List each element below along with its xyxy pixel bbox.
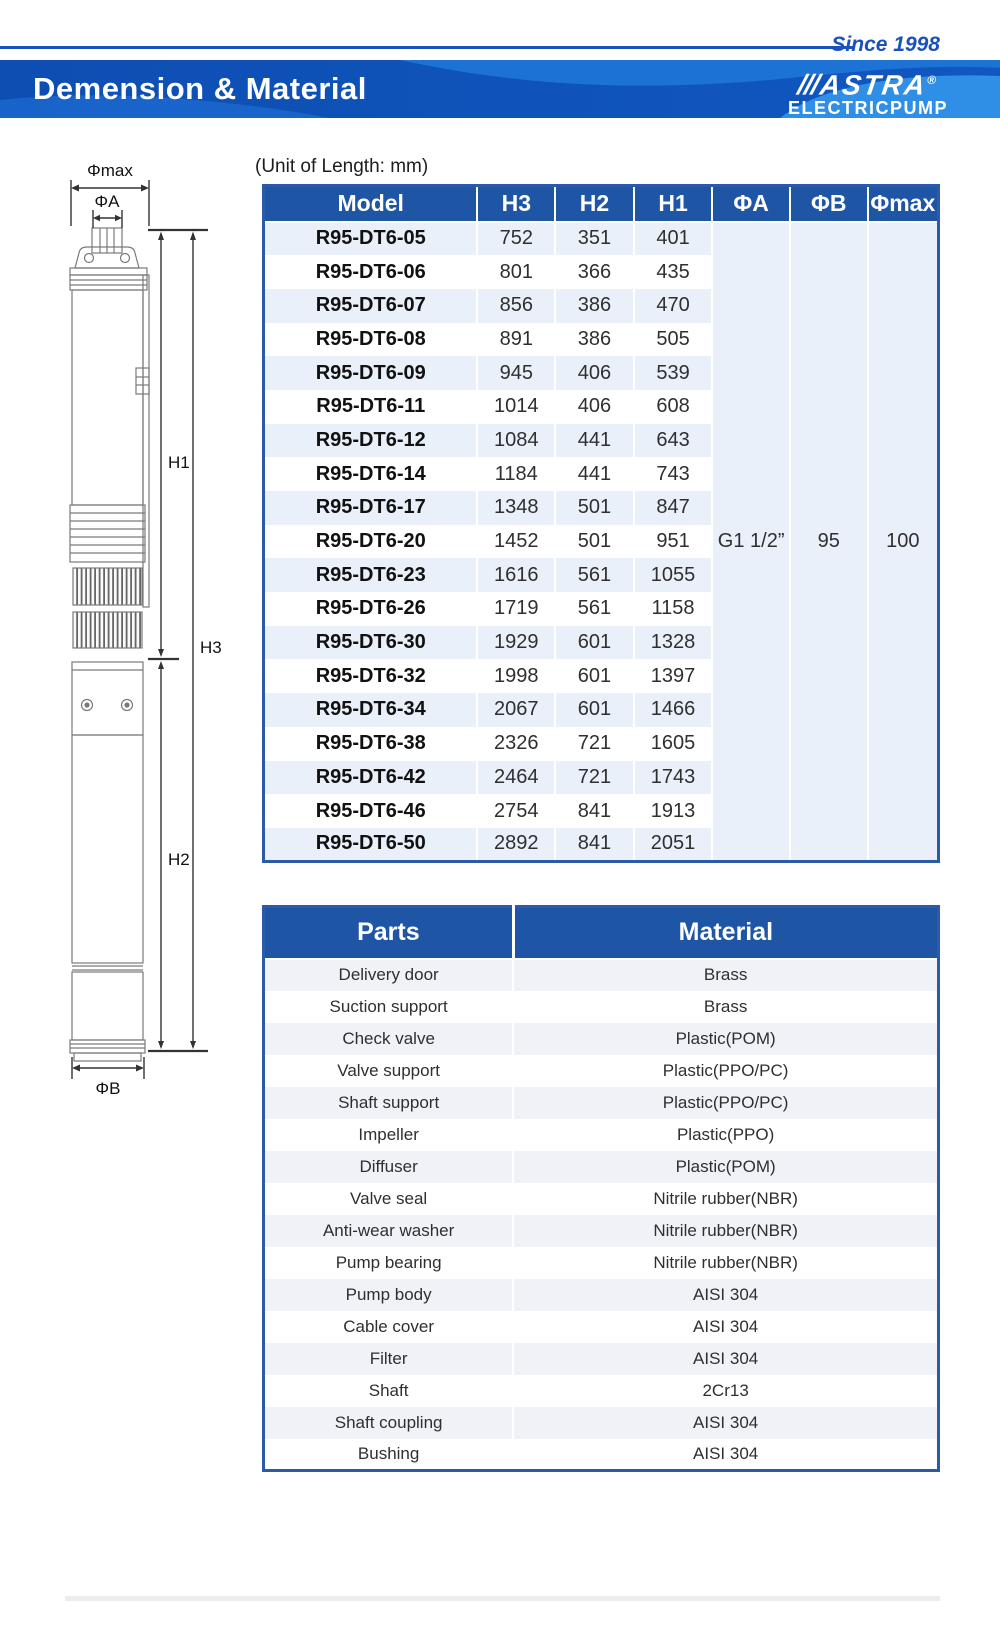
model-cell: R95-DT6-34 — [264, 693, 478, 727]
part-cell: Pump bearing — [264, 1247, 514, 1279]
model-cell: R95-DT6-09 — [264, 356, 478, 390]
part-cell: Suction support — [264, 991, 514, 1023]
model-cell: R95-DT6-20 — [264, 525, 478, 559]
brand-logo — [788, 65, 948, 118]
material-cell: AISI 304 — [513, 1407, 938, 1439]
parts-row — [264, 1439, 939, 1471]
parts-row — [264, 1119, 939, 1151]
h2-cell: 441 — [555, 424, 634, 458]
part-cell: Cable cover — [264, 1311, 514, 1343]
page-title: Demension & Material — [33, 71, 367, 106]
column-header-phi-a: ΦA — [712, 186, 790, 222]
h2-cell: 441 — [555, 457, 634, 491]
part-cell: Impeller — [264, 1119, 514, 1151]
part-cell: Shaft — [264, 1375, 514, 1407]
parts-row — [264, 1215, 939, 1247]
model-cell: R95-DT6-07 — [264, 289, 478, 323]
h3-cell: 1998 — [477, 659, 555, 693]
model-cell: R95-DT6-30 — [264, 626, 478, 660]
model-cell: R95-DT6-46 — [264, 794, 478, 828]
model-cell: R95-DT6-42 — [264, 761, 478, 795]
phi-max-label: Φmax — [87, 161, 133, 180]
h3-cell: 1014 — [477, 390, 555, 424]
h2-cell: 561 — [555, 592, 634, 626]
model-cell: R95-DT6-38 — [264, 727, 478, 761]
column-header-h1: H1 — [634, 186, 713, 222]
dimension-row — [264, 222, 939, 256]
model-cell: R95-DT6-11 — [264, 390, 478, 424]
h1-cell: 608 — [634, 390, 713, 424]
material-cell: 2Cr13 — [702, 1380, 749, 1400]
phi-b-label: ΦB — [95, 1079, 121, 1098]
parts-material-table — [262, 905, 940, 1472]
model-cell: R95-DT6-14 — [264, 457, 478, 491]
h1-cell: 643 — [634, 424, 713, 458]
brand-letters: ASTRA — [818, 69, 929, 101]
h1-cell: 951 — [634, 525, 713, 559]
column-header-parts: Parts — [264, 907, 514, 959]
dimension-table-header — [264, 186, 939, 222]
h1-cell: 847 — [634, 491, 713, 525]
material-cell: Nitrile rubber(NBR) — [513, 1215, 938, 1247]
h3-cell: 2754 — [477, 794, 555, 828]
material-cell: AISI 304 — [693, 1316, 759, 1336]
pump-dimension-diagram — [30, 150, 235, 1100]
parts-row — [264, 1311, 939, 1343]
dimension-table — [262, 184, 940, 863]
column-header-h3: H3 — [477, 186, 555, 222]
pump-outline — [70, 228, 149, 1061]
h3-cell: 752 — [477, 222, 555, 256]
h2-cell: 841 — [555, 828, 634, 862]
brand-wordmark — [786, 65, 951, 100]
h1-cell: 1397 — [634, 659, 713, 693]
model-cell: R95-DT6-05 — [264, 222, 478, 256]
model-cell: R95-DT6-32 — [264, 659, 478, 693]
brand-slashes: /// — [795, 69, 821, 101]
h3-cell: 1084 — [477, 424, 555, 458]
h1-cell: 505 — [634, 323, 713, 357]
h2-cell: 406 — [555, 390, 634, 424]
material-cell: Nitrile rubber(NBR) — [653, 1188, 798, 1208]
part-cell: Diffuser — [264, 1151, 514, 1183]
material-cell: Plastic(PPO/PC) — [513, 1087, 938, 1119]
parts-table-body — [264, 959, 939, 1471]
h2-cell: 561 — [555, 558, 634, 592]
h2-cell: 501 — [555, 525, 634, 559]
part-cell: Filter — [264, 1343, 514, 1375]
part-cell: Pump body — [264, 1279, 514, 1311]
h2-cell: 721 — [555, 727, 634, 761]
model-cell: R95-DT6-17 — [264, 491, 478, 525]
h3-cell: 2067 — [477, 693, 555, 727]
h1-cell: 2051 — [634, 828, 713, 862]
h1-cell: 743 — [634, 457, 713, 491]
model-cell: R95-DT6-06 — [264, 255, 478, 289]
h2-cell: 601 — [555, 693, 634, 727]
part-cell: Valve seal — [264, 1183, 514, 1215]
column-header-phi-max: Φmax — [868, 186, 939, 222]
part-cell: Anti-wear washer — [264, 1215, 514, 1247]
h3-cell: 945 — [477, 356, 555, 390]
part-cell: Valve support — [264, 1055, 514, 1087]
page-banner — [0, 60, 1000, 118]
material-cell: Plastic(POM) — [513, 1151, 938, 1183]
h1-cell: 1743 — [634, 761, 713, 795]
model-cell: R95-DT6-26 — [264, 592, 478, 626]
h3-cell: 856 — [477, 289, 555, 323]
column-header-material: Material — [513, 907, 938, 959]
column-header-phi-b: ΦB — [790, 186, 868, 222]
parts-row — [264, 1375, 939, 1407]
model-cell: R95-DT6-08 — [264, 323, 478, 357]
parts-row — [264, 1183, 939, 1215]
top-divider-line — [0, 46, 855, 49]
h1-cell: 1055 — [634, 558, 713, 592]
parts-row — [264, 1023, 939, 1055]
h2-cell: 406 — [555, 356, 634, 390]
h2-cell: 721 — [555, 761, 634, 795]
brand-subtitle: ELECTRICPUMP — [787, 98, 948, 118]
parts-row — [264, 1087, 939, 1119]
material-cell: AISI 304 — [693, 1443, 759, 1463]
h3-cell: 1616 — [477, 558, 555, 592]
material-cell: AISI 304 — [513, 1343, 938, 1375]
h1-cell: 435 — [634, 255, 713, 289]
part-cell: Shaft support — [264, 1087, 514, 1119]
h3-cell: 1184 — [477, 457, 555, 491]
h2-cell: 351 — [555, 222, 634, 256]
phi-max-merged-cell: 100 — [868, 222, 939, 862]
material-cell: Nitrile rubber(NBR) — [653, 1252, 798, 1272]
h1-cell: 401 — [634, 222, 713, 256]
material-cell: Brass — [513, 959, 938, 991]
h2-cell: 501 — [555, 491, 634, 525]
h3-cell: 2892 — [477, 828, 555, 862]
model-cell: R95-DT6-50 — [264, 828, 478, 862]
h1-cell: 470 — [634, 289, 713, 323]
h3-cell: 891 — [477, 323, 555, 357]
h2-cell: 841 — [555, 794, 634, 828]
parts-row — [264, 1279, 939, 1311]
h3-cell: 2464 — [477, 761, 555, 795]
parts-row — [264, 1407, 939, 1439]
phi-a-merged-cell: G1 1/2” — [712, 222, 790, 862]
h3-cell: 2326 — [477, 727, 555, 761]
h2-label: H2 — [168, 850, 190, 869]
part-cell: Check valve — [264, 1023, 514, 1055]
h1-cell: 1913 — [634, 794, 713, 828]
model-cell: R95-DT6-12 — [264, 424, 478, 458]
h3-cell: 1452 — [477, 525, 555, 559]
h1-cell: 539 — [634, 356, 713, 390]
h3-cell: 1719 — [477, 592, 555, 626]
registered-trademark-icon: ® — [926, 73, 940, 87]
phi-a-label: ΦA — [94, 192, 120, 211]
parts-row — [264, 991, 939, 1023]
parts-row — [264, 1247, 939, 1279]
since-text: Since 1998 — [831, 33, 940, 56]
h3-cell: 1929 — [477, 626, 555, 660]
h1-cell: 1328 — [634, 626, 713, 660]
part-cell: Bushing — [264, 1439, 514, 1471]
material-cell: Plastic(PPO/PC) — [662, 1060, 789, 1080]
material-cell: Plastic(PPO) — [676, 1124, 775, 1144]
unit-of-length-note: (Unit of Length: mm) — [255, 156, 429, 177]
part-cell: Shaft coupling — [264, 1407, 514, 1439]
column-header-h2: H2 — [555, 186, 634, 222]
material-cell: AISI 304 — [513, 1279, 938, 1311]
parts-row — [264, 959, 939, 991]
h2-cell: 366 — [555, 255, 634, 289]
parts-row — [264, 1151, 939, 1183]
h1-cell: 1158 — [634, 592, 713, 626]
footer-divider-bar — [65, 1596, 940, 1601]
h3-cell: 801 — [477, 255, 555, 289]
h3-cell: 1348 — [477, 491, 555, 525]
h1-label: H1 — [168, 453, 190, 472]
model-cell: R95-DT6-23 — [264, 558, 478, 592]
parts-table-header — [264, 907, 939, 959]
column-header-model: Model — [264, 186, 478, 222]
parts-row — [264, 1055, 939, 1087]
h2-cell: 386 — [555, 289, 634, 323]
parts-row — [264, 1343, 939, 1375]
dimension-table-body — [264, 222, 939, 862]
material-cell: Brass — [703, 996, 748, 1016]
part-cell: Delivery door — [264, 959, 514, 991]
h2-cell: 386 — [555, 323, 634, 357]
h1-cell: 1466 — [634, 693, 713, 727]
material-cell: Plastic(POM) — [513, 1023, 938, 1055]
phi-b-merged-cell: 95 — [790, 222, 868, 862]
h3-label: H3 — [200, 638, 222, 657]
h2-cell: 601 — [555, 626, 634, 660]
h2-cell: 601 — [555, 659, 634, 693]
h1-cell: 1605 — [634, 727, 713, 761]
